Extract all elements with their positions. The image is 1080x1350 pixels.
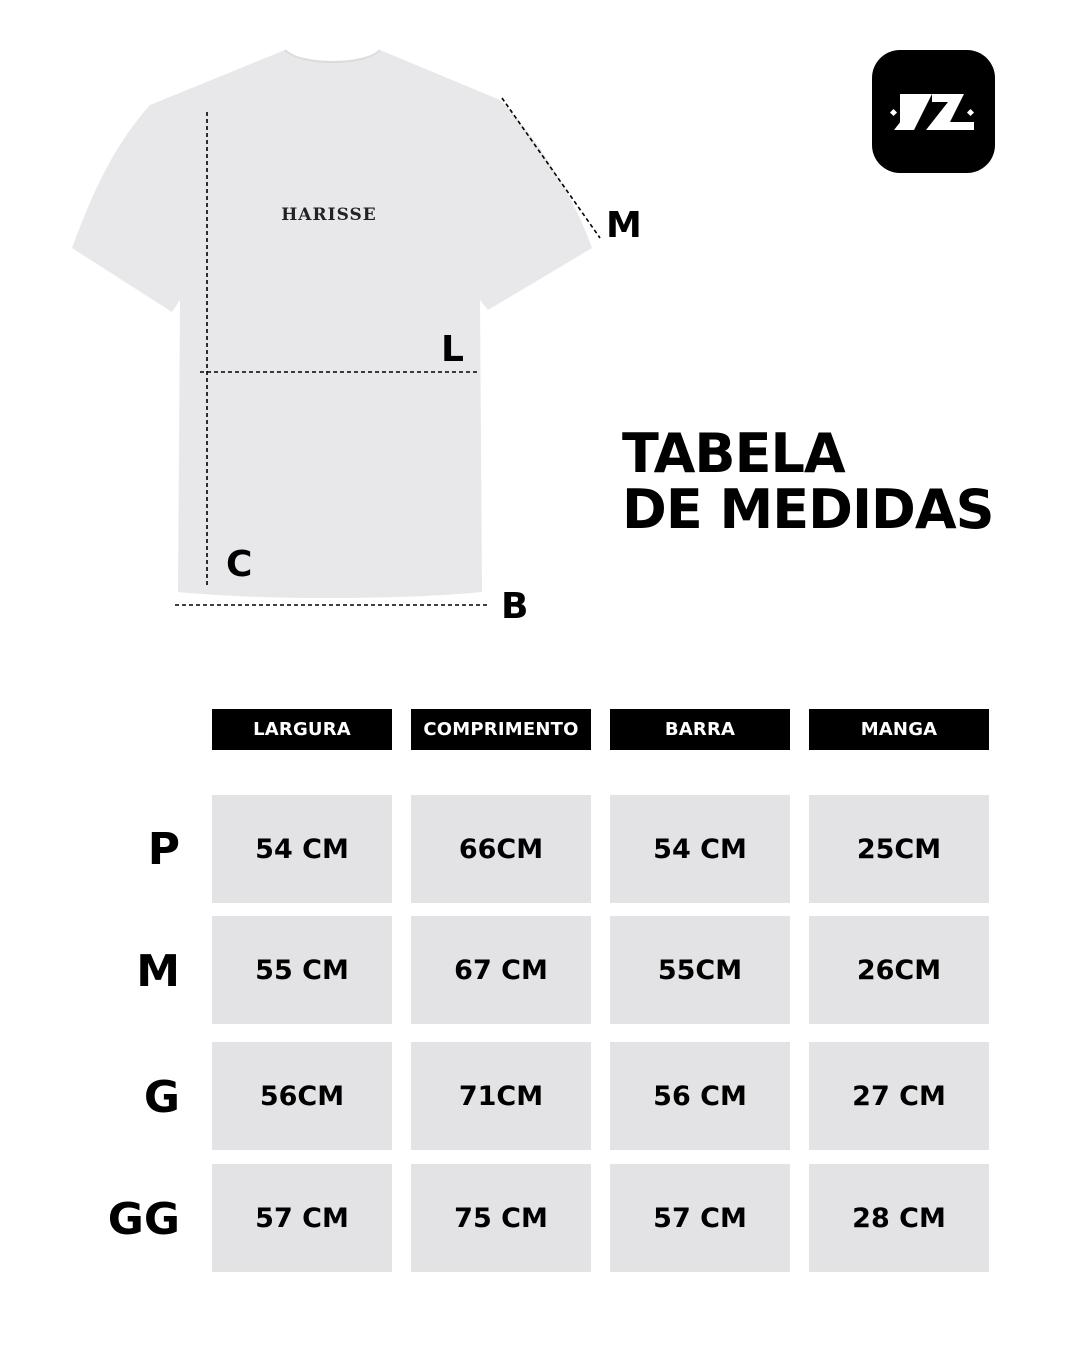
- sleeve-label: M: [606, 205, 642, 246]
- table-cell: 55 CM: [212, 916, 392, 1024]
- table-cell: 54 CM: [212, 795, 392, 903]
- table-cell: 28 CM: [809, 1164, 989, 1272]
- table-cell: 56CM: [212, 1042, 392, 1150]
- page-title: [622, 422, 994, 541]
- tshirt-diagram: [0, 0, 700, 640]
- length-label: C: [226, 544, 253, 585]
- table-cell: 26CM: [809, 916, 989, 1024]
- hem-label: B: [501, 586, 529, 627]
- size-label: P: [147, 824, 180, 875]
- width-label: L: [441, 329, 464, 370]
- table-cell: 27 CM: [809, 1042, 989, 1150]
- title-line-2: DE MEDIDAS: [622, 478, 994, 541]
- table-cell: 57 CM: [212, 1164, 392, 1272]
- tshirt-illustration: [0, 0, 700, 640]
- header-largura: LARGURA: [212, 709, 392, 750]
- table-cell: 54 CM: [610, 795, 790, 903]
- table-cell: 67 CM: [411, 916, 591, 1024]
- header-comprimento: COMPRIMENTO: [411, 709, 591, 750]
- size-label: GG: [107, 1194, 180, 1245]
- table-cell: 55CM: [610, 916, 790, 1024]
- zz-logo-icon: [872, 50, 995, 173]
- size-label: M: [136, 946, 180, 997]
- table-cell: 71CM: [411, 1042, 591, 1150]
- tshirt-shape: [72, 50, 592, 598]
- table-cell: 66CM: [411, 795, 591, 903]
- title-line-1: TABELA: [622, 422, 845, 485]
- table-cell: 56 CM: [610, 1042, 790, 1150]
- table-cell: 57 CM: [610, 1164, 790, 1272]
- header-barra: BARRA: [610, 709, 790, 750]
- header-manga: MANGA: [809, 709, 989, 750]
- table-cell: 25CM: [809, 795, 989, 903]
- size-label: G: [143, 1072, 180, 1123]
- table-cell: 75 CM: [411, 1164, 591, 1272]
- brand-logo: [872, 50, 995, 173]
- shirt-print-text: HARISSE: [281, 205, 377, 225]
